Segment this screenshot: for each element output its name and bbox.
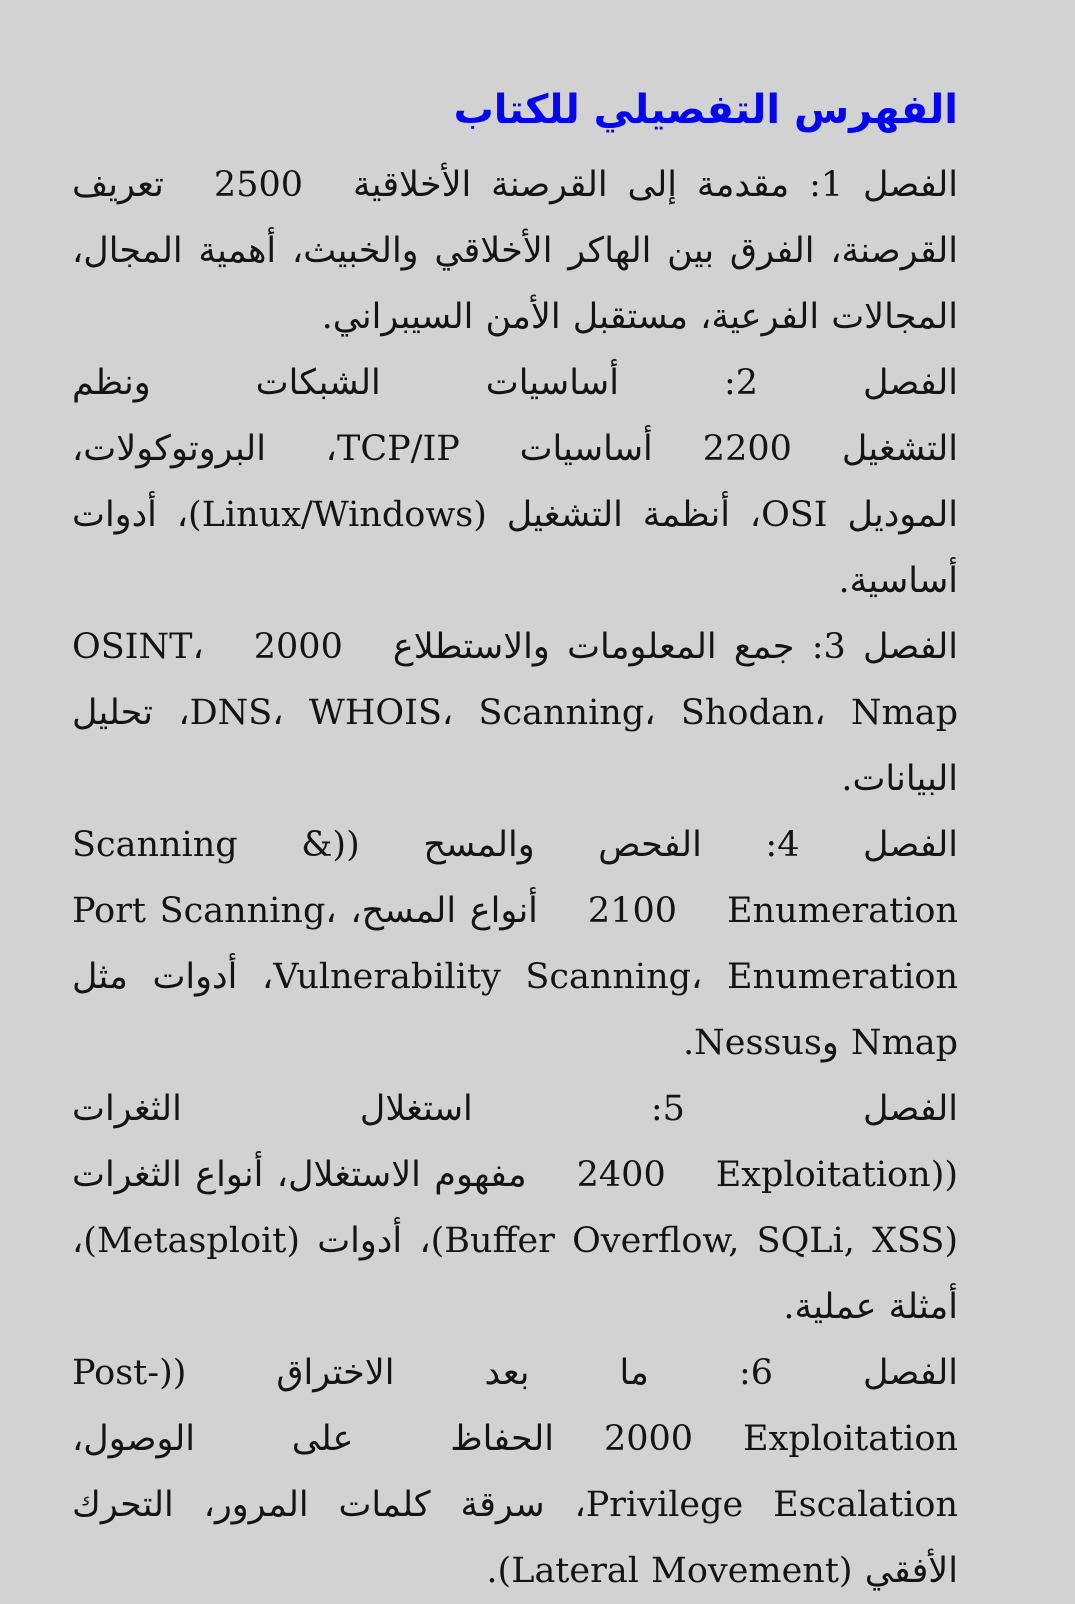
chapter-summary: أساسيات TCP/IP، البروتوكولات، الموديل OSI، أنظمة التشغيل (Linux/Windows)، أدوات أساسية. — [72, 429, 958, 601]
toc-entry — [72, 614, 958, 812]
toc-entry — [72, 1076, 958, 1340]
chapter-word-count: 2100 — [587, 891, 677, 931]
chapter-label: الفصل 4: الفحص والمسح ((Scanning & Enumeration — [72, 825, 959, 931]
toc-entry — [72, 350, 958, 614]
chapter-word-count: 2000 — [253, 627, 343, 667]
chapter-label: الفصل 1: مقدمة إلى القرصنة الأخلاقية — [353, 165, 958, 205]
toc-entry — [72, 812, 958, 1076]
chapter-summary: أنواع المسح، Port Scanning، Vulnerability Scanning، Enumeration، أدوات مثل Nmap وNessus. — [72, 891, 959, 1063]
chapter-label: الفصل 2: أساسيات الشبكات ونظم التشغيل — [72, 363, 959, 469]
table-of-contents — [72, 152, 958, 1604]
chapter-summary: مفهوم الاستغلال، أنواع الثغرات (Buffer Overflow, SQLi, XSS)، أدوات (Metasploit)، أمثلة عملية. — [72, 1155, 958, 1327]
chapter-label: الفصل 5: استغلال الثغرات ((Exploitation — [72, 1089, 958, 1195]
chapter-summary: الحفاظ على الوصول، Privilege Escalation، سرقة كلمات المرور، التحرك الأفقي (Lateral Movement). — [72, 1419, 958, 1591]
chapter-word-count: 2000 — [603, 1419, 694, 1459]
chapter-word-count: 2400 — [576, 1155, 666, 1195]
chapter-label: الفصل 3: جمع المعلومات والاستطلاع — [392, 627, 959, 667]
toc-entry — [72, 1340, 958, 1604]
chapter-label: الفصل 6: ما بعد الاختراق ((Post-Exploitation — [72, 1353, 959, 1459]
page-title: الفهرس التفصيلي للكتاب — [453, 86, 958, 133]
toc-entry — [72, 152, 958, 350]
chapter-word-count: 2200 — [702, 429, 792, 469]
chapter-summary: OSINT، DNS، WHOIS، Scanning، Shodan، Nmap، تحليل البيانات. — [72, 627, 958, 799]
chapter-summary: تعريف القرصنة، الفرق بين الهاكر الأخلاقي والخبيث، أهمية المجال، المجالات الفرعية، مستقبل الأمن السيبراني. — [72, 165, 958, 337]
chapter-word-count: 2500 — [213, 165, 303, 205]
